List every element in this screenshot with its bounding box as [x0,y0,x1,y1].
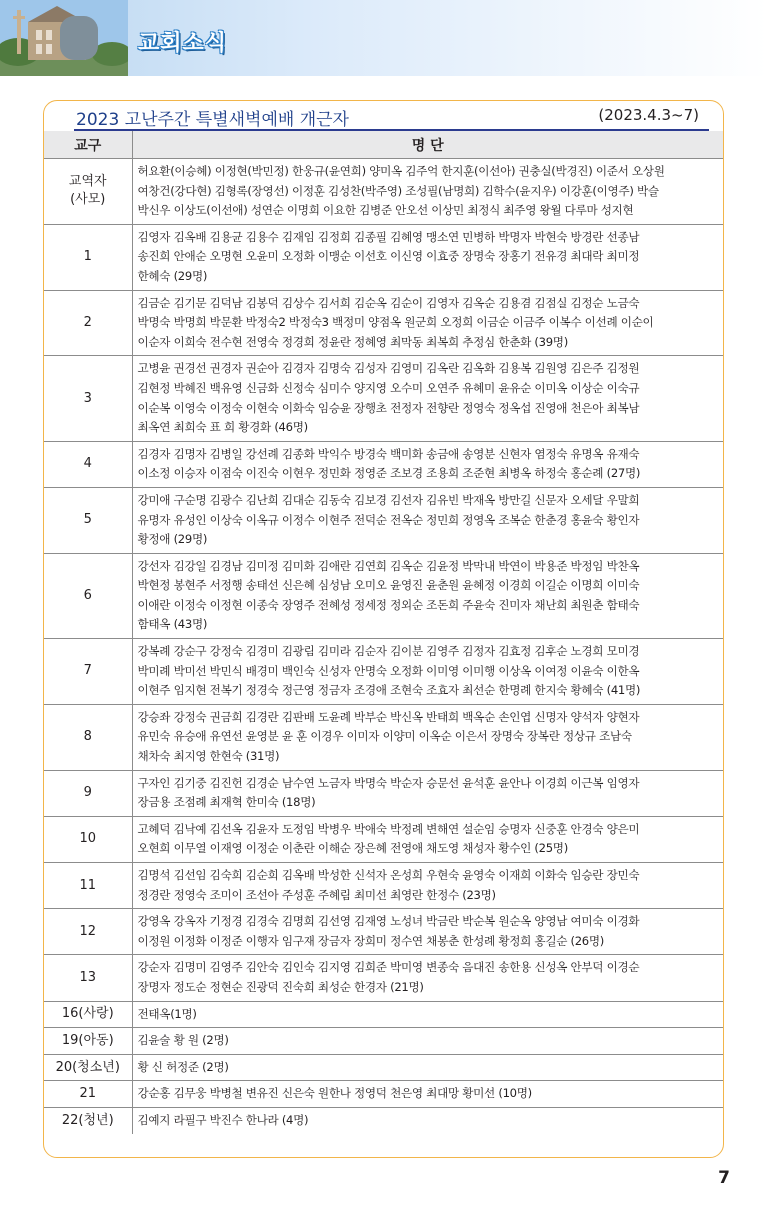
group-cell: 13 [44,955,132,1001]
table-row [44,290,723,356]
attendance-table [44,131,723,1134]
event-title: 2023 고난주간 특별새벽예배 개근자 [76,110,349,130]
table-row [44,159,723,225]
group-cell: 11 [44,863,132,909]
group-cell: 9 [44,770,132,816]
section-title: 교회소식 [138,31,228,56]
table-row [44,553,723,638]
group-cell: 4 [44,441,132,487]
attendance-card [43,100,724,1158]
column-header-group: 교구 [44,131,132,159]
group-cell: 교역자 (사모) [44,159,132,225]
group-cell: 7 [44,639,132,705]
table-row [44,441,723,487]
group-cell: 21 [44,1081,132,1108]
table-row [44,356,723,441]
table-row [44,224,723,290]
table-header-row [44,131,723,159]
names-cell: 강미애 구순명 김광수 김난희 김대순 김동숙 김보경 김선자 김유빈 박재옥 방만길 신문자 오세달 우말희 유명자 유성인 이상숙 이옥규 이정수 이현주 전덕순 전옥순 정민희 정영옥 조복순 한춘경 홍윤숙 황인자 황정애 (29명) [132,487,723,553]
group-cell: 16(사랑) [44,1001,132,1028]
table-row [44,1001,723,1028]
table-row [44,1054,723,1081]
names-cell: 김예지 라필구 박진수 한나라 (4명) [137,1112,309,1127]
names-cell: 전태옥(1명) [132,1001,723,1028]
column-header-names: 명 단 [132,131,723,159]
group-cell: 10 [44,816,132,862]
names-cell: 김영자 김옥배 김용균 김용수 김재임 김정희 김종필 김혜영 맹소연 민병하 박명자 박현숙 방경란 선종남 송진희 안애순 오명현 오윤미 오정화 이맹순 이선호 이신영 이효중 장명숙 장홍기 전유경 최대락 최미정 한혜숙 (29명) [132,224,723,290]
card-header [44,101,723,131]
table-row [44,909,723,955]
names-cell: 김경자 김명자 김병일 강선례 김종화 박익수 방경숙 백미화 송금애 송영분 신현자 염정숙 유명옥 유재숙 이소정 이승자 이점숙 이진숙 이현우 정민화 정영준 조보경 조용희 조준현 최병옥 하정숙 홍순례 (27명) [132,441,723,487]
group-cell: 8 [44,704,132,770]
table-row [44,816,723,862]
group-cell: 19(아동) [44,1028,132,1055]
names-cell: 강복례 강순구 강정숙 김경미 김광림 김미라 김순자 김이분 김영주 김정자 김효정 김후순 노경희 모미경 박미례 박미선 박민식 배경미 백인숙 신성자 안명숙 오정화 이미영 이미행 이상옥 이여정 이윤숙 이한옥 이현주 임지현 전복기 정경숙 정근영 정금자 조경애 조현숙 조효자 최선순 한명례 한지숙 황혜숙 (41명) [132,639,723,705]
group-cell: 6 [44,553,132,638]
names-cell: 김명석 김선임 김숙희 김순희 김옥배 박성한 신석자 온성희 우현숙 윤영숙 이재희 이화숙 임승란 장민숙 정경란 정영숙 조미이 조선아 주성훈 주혜림 최미선 최영란 한정수 (23명) [132,863,723,909]
table-row [44,704,723,770]
church-building-photo [0,0,128,76]
group-cell: 22(청년) [44,1107,132,1133]
names-cell: 강승좌 강정숙 권금희 김경란 김판배 도윤례 박부순 박신옥 반태희 백옥순 손인엽 신명자 양석자 양현자 유민숙 유승애 유연선 윤영분 윤 훈 이경우 이미자 이양미 이옥순 이은서 장명숙 장복란 정상규 조남숙 채차숙 최지영 한현숙 (31명) [132,704,723,770]
names-cell: 강영옥 강옥자 기정경 김경숙 김명희 김선영 김재영 노성녀 박금란 박순복 원순옥 양영남 여미숙 이경화 이정원 이정화 이정준 이행자 임구재 장금자 장희미 정수연 채봉춘 한성례 황정희 홍길순 (26명) [132,909,723,955]
group-cell: 1 [44,224,132,290]
page-number: 7 [718,1168,730,1188]
table-row [44,770,723,816]
names-cell: 김금순 김기문 김덕남 김봉덕 김상수 김서희 김순옥 김순이 김영자 김옥순 김용겸 김점실 김정순 노금숙 박명숙 박명희 박문환 박정숙2 박정숙3 백정미 양점옥 원군희 오정희 이금순 이금주 이복수 이선례 이순이 이순자 이희숙 전수현 전영숙 정경희 정윤란 정혜영 최막동 최복희 추정심 한춘화 (39명) [132,290,723,356]
names-cell: 고병윤 권경선 권경자 권순아 김경자 김명숙 김성자 김영미 김옥란 김옥화 김용복 김원영 김은주 김정원 김현정 박혜진 백유영 신금화 신정숙 심미수 양지영 오수미 오연주 유혜미 윤유순 이미옥 이상순 이숙규 이순복 이영숙 이정숙 이현숙 이화숙 임승윤 장행초 전정자 전향란 정영숙 정옥섭 진영애 천은아 최복남 최옥연 최희숙 표 희 황경화 (46명) [132,356,723,441]
table-row [44,487,723,553]
group-cell: 12 [44,909,132,955]
names-cell: 구자인 김기중 김진헌 김경순 남수연 노금자 박명숙 박순자 승문선 윤석훈 윤안나 이경희 이근복 임영자 장금용 조점례 최재혁 한미숙 (18명) [132,770,723,816]
names-cell: 김윤술 황 원 (2명) [132,1028,723,1055]
group-cell: 5 [44,487,132,553]
table-row [44,1081,723,1108]
group-cell: 3 [44,356,132,441]
table-row [44,639,723,705]
table-body [44,159,723,1134]
names-cell: 황 신 허정준 (2명) [132,1054,723,1081]
names-cell: 허요환(이승혜) 이정현(박민정) 한웅규(윤연희) 양미옥 김주억 한지훈(이선아) 권충실(박경진) 이준서 오상원 여창건(강다현) 김형록(장영선) 이정훈 김성찬(박주영) 조성필(남명희) 김학수(윤지우) 이강훈(이영주) 박슬 박신우 이상도(이선애) 성연순 이명희 이요한 김병준 안오선 이상민 최정식 최주영 왕월 다루마 성지현 [132,159,723,225]
names-cell: 강순자 김명미 김영주 김안숙 김인숙 김지영 김희준 박미영 변종숙 음대진 송한용 신성옥 안부덕 이경순 장명자 정도순 정현순 진광덕 진숙희 최성순 한경자 (21명) [132,955,723,1001]
event-date: (2023.4.3~7) [598,106,699,124]
names-cell: 강선자 김강일 김경남 김미정 김미화 김애란 김연희 김옥순 김윤정 박막내 박연이 박용준 박정임 박찬옥 박현정 봉현주 서정행 송태선 신은혜 심성남 오미오 윤영진 윤춘원 윤혜정 이경희 이길순 이명희 이미숙 이애란 이정숙 이정현 이종숙 장영주 전혜성 정세정 정외순 조돈희 주윤숙 진미자 채난희 최원춘 함태숙 함태옥 (43명) [132,553,723,638]
table-row [44,1028,723,1055]
group-cell: 20(청소년) [44,1054,132,1081]
table-row [44,863,723,909]
names-cell: 고혜덕 김낙예 김선옥 김윤자 도정임 박병우 박애숙 박정례 변해연 설순임 승명자 신중훈 안경숙 양은미 오현희 이무열 이재영 이정순 이춘란 이해순 장은혜 전영애 채도영 채성자 황수인 (25명) [132,816,723,862]
table-row [44,1107,723,1133]
names-cell: 강순홍 김무웅 박병철 변유진 신은숙 원한나 정영덕 천은영 최대망 황미선 (10명) [132,1081,723,1108]
table-row [44,955,723,1001]
group-cell: 2 [44,290,132,356]
